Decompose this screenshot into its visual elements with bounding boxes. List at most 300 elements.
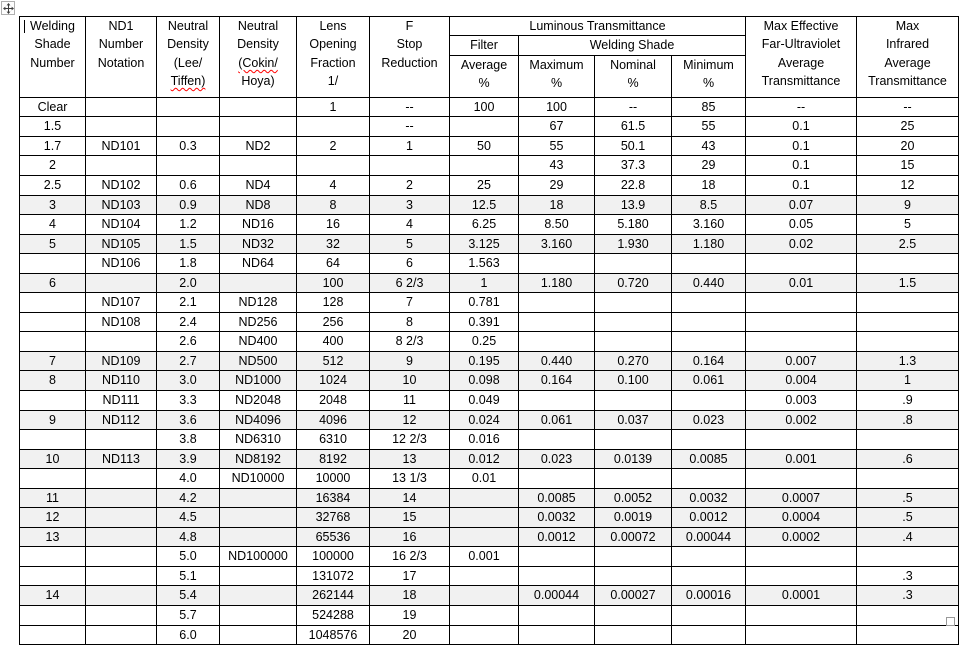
table-cell[interactable] (297, 156, 370, 176)
table-cell[interactable]: -- (370, 97, 450, 117)
table-cell[interactable]: 0.0032 (519, 508, 595, 528)
table-cell[interactable]: 3 (20, 195, 86, 215)
table-cell[interactable]: 100 (519, 97, 595, 117)
table-cell[interactable]: 10 (20, 449, 86, 469)
table-cell[interactable]: 1.180 (672, 234, 746, 254)
col-header-maximum-pct[interactable] (519, 55, 595, 97)
table-cell[interactable]: 12 (20, 508, 86, 528)
table-cell[interactable]: ND8 (220, 195, 297, 215)
table-cell[interactable]: 50 (450, 136, 519, 156)
table-cell[interactable] (86, 332, 157, 352)
table-cell[interactable]: .9 (857, 391, 959, 411)
table-cell[interactable]: 6310 (297, 430, 370, 450)
table-cell[interactable] (857, 312, 959, 332)
table-cell[interactable]: 0.001 (450, 547, 519, 567)
col-header-lens-opening-fraction[interactable] (297, 17, 370, 98)
table-cell[interactable]: 3.160 (519, 234, 595, 254)
table-cell[interactable]: 2048 (297, 391, 370, 411)
table-cell[interactable]: 9 (370, 351, 450, 371)
table-cell[interactable]: 0.037 (595, 410, 672, 430)
table-cell[interactable]: 16 2/3 (370, 547, 450, 567)
table-cell[interactable]: 7 (20, 351, 86, 371)
table-cell[interactable] (220, 156, 297, 176)
table-cell[interactable]: 512 (297, 351, 370, 371)
table-cell[interactable]: ND500 (220, 351, 297, 371)
table-cell[interactable] (857, 625, 959, 645)
table-cell[interactable]: 67 (519, 117, 595, 137)
table-cell[interactable] (519, 312, 595, 332)
table-cell[interactable] (86, 547, 157, 567)
table-cell[interactable]: .5 (857, 488, 959, 508)
table-cell[interactable]: 8 2/3 (370, 332, 450, 352)
table-cell[interactable]: 6.25 (450, 215, 519, 235)
table-cell[interactable]: 0.00044 (519, 586, 595, 606)
table-cell[interactable] (220, 586, 297, 606)
table-cell[interactable]: 0.0012 (519, 527, 595, 547)
table-cell[interactable]: 4 (370, 215, 450, 235)
table-cell[interactable]: 0.0085 (519, 488, 595, 508)
table-cell[interactable]: 1.5 (857, 273, 959, 293)
table-cell[interactable]: ND112 (86, 410, 157, 430)
table-cell[interactable]: 0.002 (746, 410, 857, 430)
table-cell[interactable]: 18 (672, 176, 746, 196)
table-cell[interactable]: 85 (672, 97, 746, 117)
table-cell[interactable]: 43 (672, 136, 746, 156)
table-cell[interactable]: 7 (370, 293, 450, 313)
table-cell[interactable]: 0.004 (746, 371, 857, 391)
table-cell[interactable]: 0.1 (746, 136, 857, 156)
table-cell[interactable]: 3 (370, 195, 450, 215)
table-cell[interactable] (672, 293, 746, 313)
table-cell[interactable]: .4 (857, 527, 959, 547)
table-cell[interactable] (519, 391, 595, 411)
table-cell[interactable]: 12.5 (450, 195, 519, 215)
table-cell[interactable]: -- (595, 97, 672, 117)
table-cell[interactable]: 37.3 (595, 156, 672, 176)
table-cell[interactable]: 6 2/3 (370, 273, 450, 293)
table-cell[interactable]: 0.781 (450, 293, 519, 313)
table-cell[interactable] (672, 566, 746, 586)
table-cell[interactable]: 0.195 (450, 351, 519, 371)
table-cell[interactable] (86, 488, 157, 508)
table-cell[interactable] (595, 254, 672, 274)
table-cell[interactable] (672, 254, 746, 274)
table-cell[interactable]: 43 (519, 156, 595, 176)
table-cell[interactable] (595, 547, 672, 567)
table-cell[interactable]: 0.164 (519, 371, 595, 391)
table-cell[interactable]: 12 2/3 (370, 430, 450, 450)
table-cell[interactable]: 0.9 (157, 195, 220, 215)
table-cell[interactable] (86, 97, 157, 117)
table-cell[interactable]: 8 (370, 312, 450, 332)
table-cell[interactable] (220, 273, 297, 293)
table-cell[interactable]: 1048576 (297, 625, 370, 645)
table-cell[interactable]: -- (370, 117, 450, 137)
table-cell[interactable] (86, 625, 157, 645)
table-cell[interactable]: 4.0 (157, 469, 220, 489)
table-cell[interactable]: ND256 (220, 312, 297, 332)
table-cell[interactable]: ND104 (86, 215, 157, 235)
table-cell[interactable]: .6 (857, 449, 959, 469)
table-cell[interactable]: 32 (297, 234, 370, 254)
table-cell[interactable]: ND102 (86, 176, 157, 196)
table-cell[interactable]: 1.5 (20, 117, 86, 137)
table-cell[interactable] (450, 156, 519, 176)
table-cell[interactable] (857, 293, 959, 313)
table-cell[interactable]: ND105 (86, 234, 157, 254)
table-cell[interactable]: ND10000 (220, 469, 297, 489)
table-cell[interactable]: 0.007 (746, 351, 857, 371)
table-cell[interactable]: 4.8 (157, 527, 220, 547)
table-cell[interactable] (86, 469, 157, 489)
table-cell[interactable]: 0.023 (519, 449, 595, 469)
table-cell[interactable]: 0.440 (519, 351, 595, 371)
table-cell[interactable]: 0.023 (672, 410, 746, 430)
table-cell[interactable]: 0.00016 (672, 586, 746, 606)
table-cell[interactable]: 0.1 (746, 176, 857, 196)
table-cell[interactable] (595, 469, 672, 489)
table-cell[interactable] (20, 312, 86, 332)
table-cell[interactable]: 22.8 (595, 176, 672, 196)
col-header-welding-shade-number[interactable] (20, 17, 86, 98)
table-cell[interactable]: 2.6 (157, 332, 220, 352)
table-cell[interactable]: 0.0019 (595, 508, 672, 528)
table-cell[interactable]: 13 (370, 449, 450, 469)
table-cell[interactable]: 6 (370, 254, 450, 274)
table-cell[interactable]: 12 (370, 410, 450, 430)
table-cell[interactable] (157, 117, 220, 137)
table-cell[interactable]: 1.7 (20, 136, 86, 156)
table-cell[interactable]: 29 (672, 156, 746, 176)
table-cell[interactable]: 1.3 (857, 351, 959, 371)
table-cell[interactable]: 2.5 (857, 234, 959, 254)
table-cell[interactable]: 0.05 (746, 215, 857, 235)
table-cell[interactable] (672, 312, 746, 332)
table-cell[interactable]: ND16 (220, 215, 297, 235)
table-cell[interactable]: 5.1 (157, 566, 220, 586)
table-cell[interactable]: 61.5 (595, 117, 672, 137)
table-cell[interactable] (746, 547, 857, 567)
table-cell[interactable]: 4 (20, 215, 86, 235)
table-cell[interactable]: .5 (857, 508, 959, 528)
table-cell[interactable]: 0.00072 (595, 527, 672, 547)
table-cell[interactable]: Clear (20, 97, 86, 117)
table-cell[interactable]: 14 (370, 488, 450, 508)
table-cell[interactable]: 0.0139 (595, 449, 672, 469)
table-cell[interactable]: 131072 (297, 566, 370, 586)
table-cell[interactable] (450, 566, 519, 586)
table-cell[interactable] (519, 430, 595, 450)
table-cell[interactable] (746, 566, 857, 586)
table-cell[interactable] (20, 547, 86, 567)
table-cell[interactable] (857, 332, 959, 352)
table-cell[interactable] (450, 117, 519, 137)
col-header-neutral-density-lee-tiffen[interactable] (157, 17, 220, 98)
table-cell[interactable]: 5 (857, 215, 959, 235)
table-cell[interactable] (157, 156, 220, 176)
table-cell[interactable] (220, 527, 297, 547)
table-cell[interactable]: 2.4 (157, 312, 220, 332)
table-cell[interactable]: 1.563 (450, 254, 519, 274)
table-cell[interactable]: 1 (857, 371, 959, 391)
table-cell[interactable] (857, 606, 959, 626)
table-cell[interactable]: 2 (20, 156, 86, 176)
table-cell[interactable]: 0.061 (519, 410, 595, 430)
table-cell[interactable] (450, 508, 519, 528)
table-cell[interactable] (595, 606, 672, 626)
table-cell[interactable] (220, 117, 297, 137)
table-cell[interactable]: 5 (20, 234, 86, 254)
table-cell[interactable]: 0.0052 (595, 488, 672, 508)
table-cell[interactable]: 1.8 (157, 254, 220, 274)
table-resize-handle[interactable] (946, 617, 955, 626)
table-cell[interactable] (20, 469, 86, 489)
table-cell[interactable]: 0.0012 (672, 508, 746, 528)
table-cell[interactable]: 0.01 (746, 273, 857, 293)
table-cell[interactable]: 0.0032 (672, 488, 746, 508)
table-cell[interactable]: 0.061 (672, 371, 746, 391)
table-cell[interactable] (519, 293, 595, 313)
table-cell[interactable]: 400 (297, 332, 370, 352)
table-cell[interactable] (857, 469, 959, 489)
table-cell[interactable]: ND108 (86, 312, 157, 332)
table-cell[interactable]: 55 (519, 136, 595, 156)
table-cell[interactable]: 0.391 (450, 312, 519, 332)
table-cell[interactable]: 2.5 (20, 176, 86, 196)
table-cell[interactable] (220, 625, 297, 645)
table-cell[interactable]: ND4096 (220, 410, 297, 430)
table-cell[interactable] (746, 430, 857, 450)
table-cell[interactable] (450, 625, 519, 645)
table-cell[interactable] (672, 547, 746, 567)
table-cell[interactable]: 8192 (297, 449, 370, 469)
table-cell[interactable]: ND400 (220, 332, 297, 352)
table-cell[interactable]: 0.00044 (672, 527, 746, 547)
table-cell[interactable]: 32768 (297, 508, 370, 528)
table-cell[interactable]: 0.049 (450, 391, 519, 411)
table-cell[interactable] (595, 625, 672, 645)
table-cell[interactable] (220, 508, 297, 528)
table-cell[interactable]: 2 (297, 136, 370, 156)
table-cell[interactable] (86, 586, 157, 606)
col-header-minimum-pct[interactable] (672, 55, 746, 97)
table-cell[interactable]: 0.024 (450, 410, 519, 430)
table-cell[interactable]: 0.270 (595, 351, 672, 371)
table-cell[interactable]: ND103 (86, 195, 157, 215)
table-cell[interactable] (86, 566, 157, 586)
table-cell[interactable]: 13 1/3 (370, 469, 450, 489)
table-cell[interactable]: 13 (20, 527, 86, 547)
table-move-handle[interactable] (1, 1, 15, 15)
table-cell[interactable] (20, 293, 86, 313)
table-cell[interactable] (672, 606, 746, 626)
table-cell[interactable]: 8.5 (672, 195, 746, 215)
table-cell[interactable] (86, 508, 157, 528)
table-cell[interactable]: 5.0 (157, 547, 220, 567)
table-cell[interactable]: 100 (297, 273, 370, 293)
table-cell[interactable] (595, 332, 672, 352)
table-cell[interactable]: 11 (20, 488, 86, 508)
table-cell[interactable]: 0.01 (450, 469, 519, 489)
table-cell[interactable]: 55 (672, 117, 746, 137)
table-cell[interactable]: ND4 (220, 176, 297, 196)
table-cell[interactable]: 4 (297, 176, 370, 196)
table-cell[interactable] (20, 625, 86, 645)
table-cell[interactable]: 8.50 (519, 215, 595, 235)
table-cell[interactable] (86, 430, 157, 450)
table-cell[interactable] (20, 606, 86, 626)
table-cell[interactable]: 20 (857, 136, 959, 156)
table-cell[interactable]: ND111 (86, 391, 157, 411)
table-cell[interactable]: 16 (370, 527, 450, 547)
table-cell[interactable]: 0.0007 (746, 488, 857, 508)
table-cell[interactable] (746, 312, 857, 332)
table-cell[interactable]: 5.7 (157, 606, 220, 626)
table-cell[interactable] (746, 606, 857, 626)
table-cell[interactable]: 16 (297, 215, 370, 235)
table-cell[interactable]: 15 (370, 508, 450, 528)
table-cell[interactable]: 3.0 (157, 371, 220, 391)
table-cell[interactable] (672, 430, 746, 450)
table-cell[interactable]: ND6310 (220, 430, 297, 450)
table-cell[interactable]: ND107 (86, 293, 157, 313)
table-cell[interactable]: 100 (450, 97, 519, 117)
table-cell[interactable]: 0.25 (450, 332, 519, 352)
table-cell[interactable]: -- (857, 97, 959, 117)
table-cell[interactable]: 1 (297, 97, 370, 117)
table-cell[interactable] (450, 488, 519, 508)
table-cell[interactable]: 256 (297, 312, 370, 332)
table-cell[interactable]: 0.0085 (672, 449, 746, 469)
table-cell[interactable]: ND110 (86, 371, 157, 391)
table-cell[interactable] (672, 625, 746, 645)
table-cell[interactable]: 20 (370, 625, 450, 645)
table-cell[interactable] (857, 254, 959, 274)
table-cell[interactable]: ND100000 (220, 547, 297, 567)
table-cell[interactable]: 0.164 (672, 351, 746, 371)
table-cell[interactable]: 1 (450, 273, 519, 293)
table-cell[interactable] (672, 391, 746, 411)
table-cell[interactable] (86, 117, 157, 137)
table-cell[interactable] (86, 527, 157, 547)
table-cell[interactable] (595, 566, 672, 586)
table-cell[interactable] (20, 254, 86, 274)
col-header-neutral-density-cokin-hoya[interactable] (220, 17, 297, 98)
table-cell[interactable]: 0.720 (595, 273, 672, 293)
table-cell[interactable]: 25 (450, 176, 519, 196)
table-cell[interactable] (519, 547, 595, 567)
table-cell[interactable] (220, 97, 297, 117)
table-cell[interactable]: 262144 (297, 586, 370, 606)
table-cell[interactable]: -- (746, 97, 857, 117)
table-cell[interactable] (450, 586, 519, 606)
table-cell[interactable] (519, 254, 595, 274)
table-cell[interactable]: ND113 (86, 449, 157, 469)
col-header-nominal-pct[interactable] (595, 55, 672, 97)
table-cell[interactable]: 13.9 (595, 195, 672, 215)
table-cell[interactable] (20, 332, 86, 352)
table-cell[interactable]: 3.9 (157, 449, 220, 469)
table-cell[interactable]: 29 (519, 176, 595, 196)
table-cell[interactable]: 25 (857, 117, 959, 137)
table-cell[interactable]: ND64 (220, 254, 297, 274)
col-header-max-uv-transmittance[interactable] (746, 17, 857, 98)
table-cell[interactable]: 2.1 (157, 293, 220, 313)
table-cell[interactable]: 0.098 (450, 371, 519, 391)
table-cell[interactable]: 1024 (297, 371, 370, 391)
table-cell[interactable] (595, 312, 672, 332)
table-cell[interactable]: 64 (297, 254, 370, 274)
table-cell[interactable] (86, 273, 157, 293)
table-cell[interactable]: ND32 (220, 234, 297, 254)
subgroup-header-welding-shade[interactable]: Welding Shade (519, 36, 746, 55)
table-cell[interactable] (297, 117, 370, 137)
table-cell[interactable]: 3.3 (157, 391, 220, 411)
col-header-nd1-number-notation[interactable] (86, 17, 157, 98)
table-cell[interactable]: ND8192 (220, 449, 297, 469)
table-cell[interactable]: 10 (370, 371, 450, 391)
table-cell[interactable]: 0.3 (157, 136, 220, 156)
table-cell[interactable]: 10000 (297, 469, 370, 489)
table-cell[interactable]: 2 (370, 176, 450, 196)
col-header-max-ir-transmittance[interactable] (857, 17, 959, 98)
table-cell[interactable]: 0.07 (746, 195, 857, 215)
col-header-average-pct[interactable] (450, 55, 519, 97)
table-cell[interactable] (746, 254, 857, 274)
table-cell[interactable] (746, 332, 857, 352)
table-cell[interactable]: .8 (857, 410, 959, 430)
table-cell[interactable]: 3.6 (157, 410, 220, 430)
table-cell[interactable]: 0.02 (746, 234, 857, 254)
table-cell[interactable]: 17 (370, 566, 450, 586)
table-cell[interactable] (220, 606, 297, 626)
table-cell[interactable]: 0.6 (157, 176, 220, 196)
table-cell[interactable]: 0.0001 (746, 586, 857, 606)
table-cell[interactable]: ND2 (220, 136, 297, 156)
table-cell[interactable] (746, 625, 857, 645)
table-cell[interactable]: 65536 (297, 527, 370, 547)
table-cell[interactable]: 8 (20, 371, 86, 391)
table-cell[interactable]: 8 (297, 195, 370, 215)
table-cell[interactable]: 19 (370, 606, 450, 626)
table-cell[interactable]: .3 (857, 566, 959, 586)
table-cell[interactable] (220, 566, 297, 586)
table-cell[interactable]: 4096 (297, 410, 370, 430)
table-cell[interactable]: 0.012 (450, 449, 519, 469)
table-cell[interactable]: 2.0 (157, 273, 220, 293)
table-cell[interactable]: 3.160 (672, 215, 746, 235)
table-cell[interactable]: ND1000 (220, 371, 297, 391)
table-cell[interactable] (595, 430, 672, 450)
table-cell[interactable]: 5.180 (595, 215, 672, 235)
table-cell[interactable]: 50.1 (595, 136, 672, 156)
table-cell[interactable]: 1.930 (595, 234, 672, 254)
table-cell[interactable] (595, 391, 672, 411)
table-cell[interactable]: 16384 (297, 488, 370, 508)
table-cell[interactable]: 5.4 (157, 586, 220, 606)
table-cell[interactable]: 6 (20, 273, 86, 293)
table-cell[interactable] (20, 566, 86, 586)
table-cell[interactable] (370, 156, 450, 176)
table-cell[interactable]: 0.003 (746, 391, 857, 411)
table-cell[interactable] (20, 391, 86, 411)
table-cell[interactable] (220, 488, 297, 508)
table-cell[interactable]: 128 (297, 293, 370, 313)
table-cell[interactable] (157, 97, 220, 117)
table-cell[interactable]: ND101 (86, 136, 157, 156)
table-cell[interactable]: 9 (857, 195, 959, 215)
table-cell[interactable] (519, 625, 595, 645)
